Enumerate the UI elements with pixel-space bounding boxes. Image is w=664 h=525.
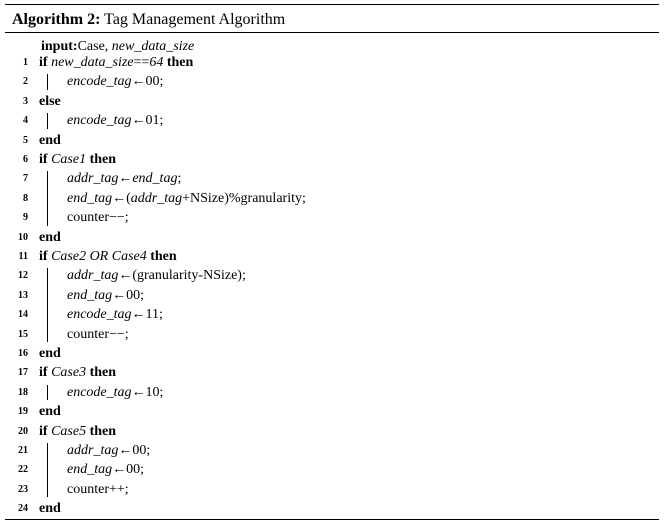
code-text: [39, 499, 61, 518]
keyword: if: [39, 423, 52, 439]
line-number: 23: [18, 483, 28, 495]
code-token: addr_tag: [67, 268, 119, 284]
line-number: 18: [18, 386, 28, 398]
block-indent-bar: [47, 443, 48, 497]
code-token: ←(granularity-NSize);: [118, 268, 246, 284]
keyword: if: [39, 365, 52, 381]
code-token: end_tag: [67, 462, 113, 478]
code-line: [5, 344, 655, 363]
code-line: [5, 383, 655, 402]
algorithm-label: Algorithm 2:: [12, 11, 101, 28]
code-line: [5, 441, 655, 460]
code-line: [5, 169, 655, 188]
code-token: end_tag: [67, 190, 113, 206]
code-token: ←00;: [112, 287, 144, 303]
code-text: [39, 150, 116, 169]
algorithm-name: Tag Management Algorithm: [104, 11, 286, 28]
code-token: ←(: [112, 190, 131, 206]
code-text: [67, 189, 306, 208]
block-indent-bar: [47, 385, 48, 400]
code-token: 64: [149, 55, 164, 70]
code-line: [5, 111, 655, 130]
keyword: then: [163, 55, 194, 70]
code-text: [67, 480, 129, 499]
keyword: end: [39, 346, 61, 361]
code-line: [5, 422, 655, 441]
code-token: Case3: [51, 365, 87, 381]
line-number: 13: [18, 289, 28, 301]
code-token: encode_tag: [67, 307, 132, 323]
code-text: [39, 247, 177, 266]
line-number: 11: [18, 251, 28, 262]
block-indent-bar: [47, 268, 48, 342]
code-token: addr_tag: [130, 190, 183, 206]
code-text: [39, 92, 61, 111]
code-line: [5, 208, 655, 227]
keyword: if: [39, 249, 52, 264]
code-token: ←01;: [131, 113, 164, 129]
code-text: [39, 53, 193, 72]
code-token: Case5: [51, 423, 87, 439]
line-number: 1: [23, 57, 28, 68]
code-text: [67, 460, 144, 479]
code-line: [5, 92, 655, 111]
line-number: 21: [18, 445, 28, 456]
code-token: ←00;: [131, 74, 164, 90]
keyword: then: [86, 152, 117, 167]
line-number: 16: [18, 348, 28, 359]
line-number: 24: [18, 503, 28, 515]
keyword: end: [39, 404, 61, 420]
code-token: ←00;: [118, 443, 151, 458]
keyword: then: [146, 249, 177, 264]
code-token: encode_tag: [67, 384, 132, 400]
code-token: new_data_size: [51, 55, 134, 70]
line-number: 5: [23, 134, 28, 146]
code-line: [5, 189, 655, 208]
code-text: [67, 441, 150, 460]
code-line: [5, 131, 655, 150]
code-text: [67, 325, 129, 344]
code-line: [5, 460, 655, 479]
line-number: 15: [18, 328, 28, 340]
code-text: [67, 169, 181, 188]
code-token: addr_tag: [67, 171, 119, 187]
line-number: 12: [18, 270, 28, 282]
code-text: [67, 286, 144, 305]
code-token: counter−−;: [67, 210, 129, 226]
code-token: ←: [118, 171, 133, 187]
code-line: [5, 286, 655, 305]
code-line: [5, 363, 655, 382]
input-keyword: input:: [41, 39, 78, 54]
code-line: [5, 305, 655, 324]
code-text: [67, 266, 246, 285]
keyword: else: [39, 93, 61, 109]
line-number: 9: [23, 212, 28, 224]
code-token: encode_tag: [67, 113, 132, 129]
input-case: Case,: [77, 39, 112, 54]
code-token: counter−−;: [67, 326, 129, 342]
code-text: [39, 363, 116, 382]
code-token: +NSize)%granularity;: [182, 190, 306, 206]
code-text: [39, 228, 61, 247]
code-token: Case2 OR Case4: [51, 249, 147, 264]
code-line: [5, 402, 655, 421]
line-number: 10: [18, 231, 28, 243]
code-text: [67, 383, 163, 402]
title-divider: [5, 32, 659, 33]
code-line: [5, 266, 655, 285]
line-number: 22: [18, 464, 28, 476]
code-text: [39, 402, 61, 421]
line-number: 2: [23, 76, 28, 88]
code-line: [5, 480, 655, 499]
keyword: then: [86, 365, 117, 381]
code-token: counter++;: [67, 481, 129, 497]
line-number: 8: [23, 192, 28, 204]
code-text: [39, 422, 116, 441]
line-number: 17: [18, 367, 28, 379]
code-line: [5, 499, 655, 518]
line-number: 19: [18, 406, 28, 418]
block-indent-bar: [47, 74, 48, 89]
code-text: [39, 131, 61, 150]
code-text: [67, 72, 163, 91]
keyword: then: [86, 423, 117, 439]
line-number: 7: [23, 173, 28, 185]
keyword: end: [39, 501, 61, 517]
line-number: 14: [18, 309, 28, 321]
code-token: encode_tag: [67, 74, 132, 90]
input-new-data-size: new_data_size: [111, 39, 195, 54]
keyword: end: [39, 229, 61, 245]
code-token: ←10;: [131, 384, 164, 400]
code-token: ;: [177, 171, 182, 187]
line-number: 3: [23, 95, 28, 107]
code-token: ←00;: [112, 462, 144, 478]
code-line: [5, 150, 655, 169]
code-text: [67, 111, 163, 130]
code-token: ←11;: [131, 307, 163, 323]
line-number: 6: [23, 154, 28, 165]
code-token: end_tag: [132, 171, 178, 187]
algorithm-box: [5, 4, 659, 520]
algorithm-title: [12, 8, 285, 32]
code-line: [5, 247, 655, 266]
code-text: [67, 208, 129, 227]
code-token: Case1: [51, 152, 87, 167]
keyword: if: [39, 152, 52, 167]
code-line: [5, 72, 655, 91]
code-line: [5, 228, 655, 247]
line-number: 20: [18, 425, 28, 437]
code-token: addr_tag: [67, 443, 119, 458]
code-line: [5, 53, 655, 72]
keyword: end: [39, 132, 61, 148]
code-token: end_tag: [67, 287, 113, 303]
code-token: ==: [133, 55, 150, 70]
block-indent-bar: [47, 171, 48, 225]
code-text: [67, 305, 163, 324]
block-indent-bar: [47, 113, 48, 128]
keyword: if: [39, 55, 52, 70]
code-text: [39, 344, 61, 363]
line-number: 4: [23, 115, 28, 127]
code-line: [5, 325, 655, 344]
